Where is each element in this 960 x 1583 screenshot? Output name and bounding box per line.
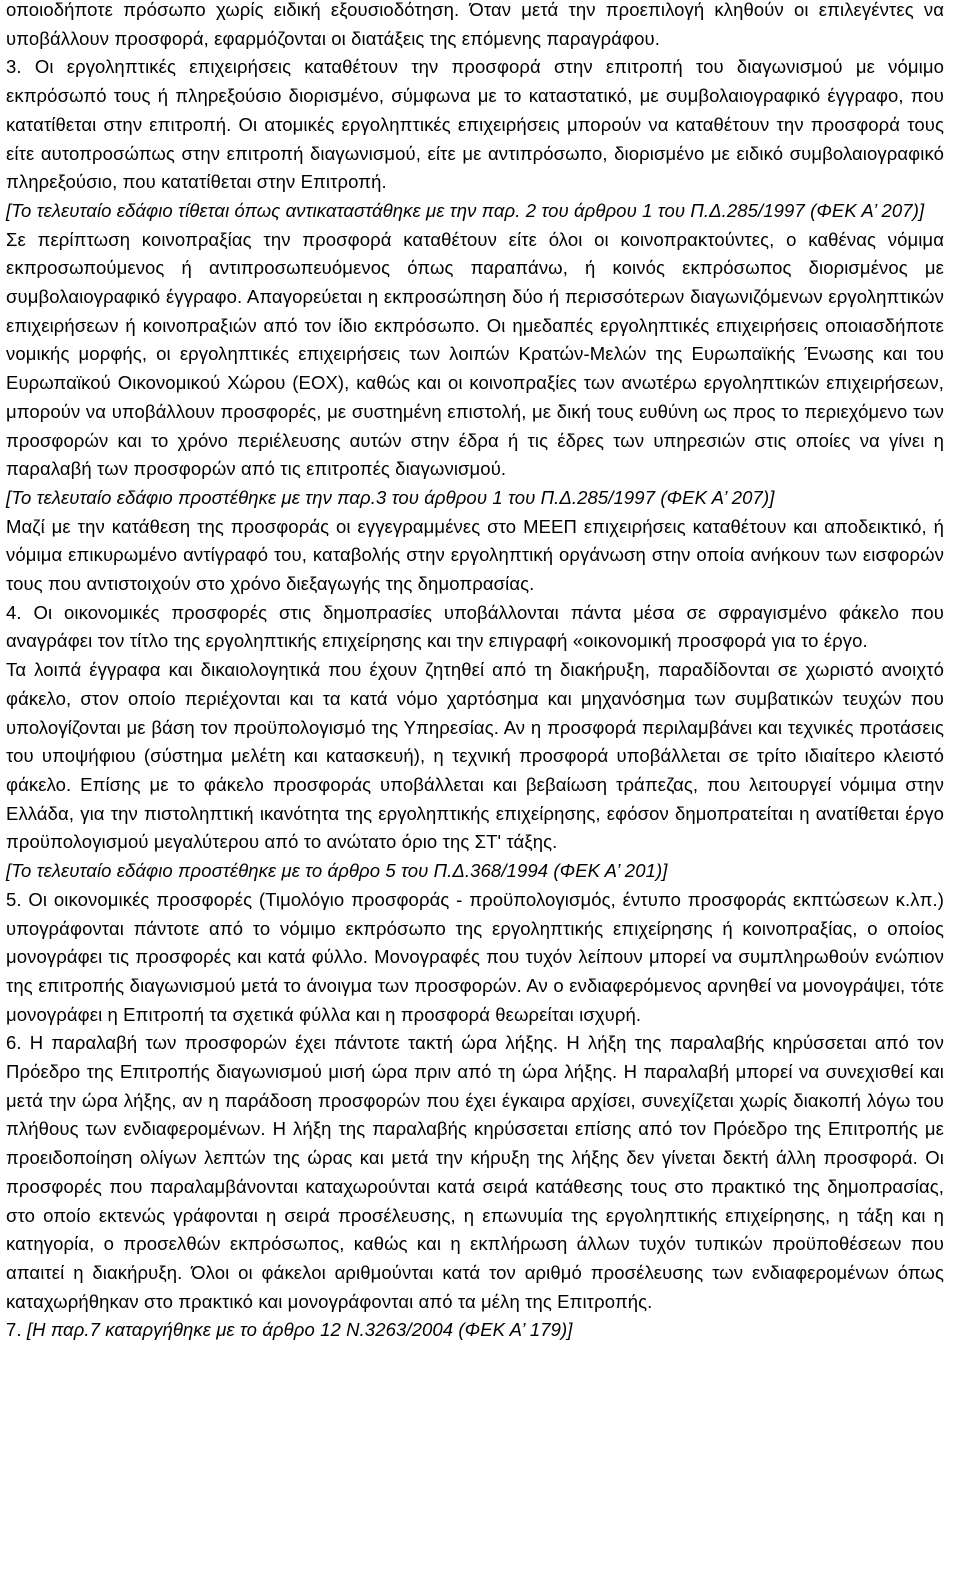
paragraph-continuation: οποιοδήποτε πρόσωπο χωρίς ειδική εξουσιοδότηση. Όταν μετά την προεπιλογή κληθούν οι επιλεγέντες να υποβάλλουν προσφορά, εφαρμόζονται οι διατάξεις της επόμενης παραγράφου.	[6, 0, 944, 49]
paragraph-4: 4. Οι οικονομικές προσφορές στις δημοπρασίες υποβάλλονται πάντα μέσα σε σφραγισμένο φάκελο που αναγράφει τον τίτλο της εργοληπτικής επιχείρησης και την επιγραφή «οικονομική προσφορά για το έργο.	[6, 601, 944, 652]
amendment-note: [Το τελευταίο εδάφιο τίθεται όπως αντικαταστάθηκε με την παρ. 2 του άρθρου 1 του Π.Δ.285/1997 (ΦΕΚ Α’ 207)]	[6, 199, 925, 221]
paragraph-3: 3. Οι εργοληπτικές επιχειρήσεις καταθέτουν την προσφορά στην επιτροπή του διαγωνισμού με νόμιμο εκπρόσωπό τους ή πληρεξούσιο διορισμένο, σύμφωνα με το καταστατικό, με συμβολαιογραφικό έγγραφο, που κατατίθεται στην επιτροπή. Οι ατομικές εργοληπτικές επιχειρήσεις μπορούν να καταθέτουν την προσφορά τους είτε αυτοπροσώπως στην επιτροπή διαγωνισμού, είτε με αντιπρόσωπο, διορισμένο με ειδικό συμβολαιογραφικό πληρεξούσιο, που κατατίθεται στην Επιτροπή.	[6, 56, 944, 193]
paragraph-documents: Τα λοιπά έγγραφα και δικαιολογητικά που έχουν ζητηθεί από τη διακήρυξη, παραδίδονται σε χωριστό ανοιχτό φάκελο, στον οποίο περιέχονται και τα κατά νόμο χαρτόσημα και μηχανόσημα των συμβατικών τευχών που υπολογίζονται με βάση τον προϋπολογισμό της Υπηρεσίας. Αν η προσφορά περιλαμβάνει και τεχνικές προτάσεις του υποψήφιου (σύστημα μελέτη και κατασκευή), η τεχνική προσφορά υποβάλλεται σε τρίτο ιδιαίτερο κλειστό φάκελο. Επίσης με το φάκελο προσφοράς υποβάλλεται και βεβαίωση τράπεζας, που λειτουργεί νόμιμα στην Ελλάδα, για την πιστοληπτική ικανότητα της εργοληπτικής επιχείρησης, εφόσον δημοπρατείται η ανατίθεται έργο προϋπολογισμού μεγαλύτερου από το ανώτατο όριο της ΣΤ' τάξης.	[6, 659, 944, 853]
paragraph-7	[6, 1316, 944, 1345]
amendment-note: [Το τελευταίο εδάφιο προστέθηκε με το άρθρο 5 του Π.Δ.368/1994 (ΦΕΚ Α’ 201)]	[6, 860, 668, 882]
repeal-note: [Η παρ.7 καταργήθηκε με το άρθρο 12 Ν.3263/2004 (ΦΕΚ Α’ 179)]	[26, 1319, 573, 1341]
paragraph-7-number: 7.	[6, 1319, 27, 1341]
paragraph-5: 5. Οι οικονομικές προσφορές (Τιμολόγιο προσφοράς - προϋπολογισμός, έντυπο προσφοράς εκπτώσεων κ.λπ.) υπογράφονται πάντοτε από το νόμιμο εκπρόσωπο της εργοληπτικής επιχείρησης ή κοινοπραξίας, ο οποίος μονογράφει τις προσφορές και κατά φύλλο. Μονογραφές που τυχόν λείπουν μπορεί να συμπληρωθούν ενώπιον της επιτροπής διαγωνισμού μετά το άνοιγμα των προσφορών. Αν ο ενδιαφερόμενος αρνηθεί να μονογράψει, τότε μονογράφει η Επιτροπή τα σχετικά φύλλα και η προσφορά θεωρείται ισχυρή.	[6, 888, 944, 1025]
paragraph-6: 6. Η παραλαβή των προσφορών έχει πάντοτε τακτή ώρα λήξης. Η λήξη της παραλαβής κηρύσσεται από τον Πρόεδρο της Επιτροπής διαγωνισμού μισή ώρα πριν από τη ώρα λήξης. Η παραλαβή μπορεί να συνεχισθεί και μετά την ώρα λήξης, αν η παράδοση προσφορών που έχει έγκαιρα αρχίσει, συνεχίζεται χωρίς διακοπή λόγω του πλήθους των ενδιαφερομένων. Η λήξη της παραλαβής κηρύσσεται επίσης από τον Πρόεδρο της Επιτροπής με προειδοποίηση ολίγων λεπτών της ώρας και μετά την κήρυξη της λήξης δεν γίνεται δεκτή άλλη προσφορά. Οι προσφορές που παραλαμβάνονται καταχωρούνται κατά σειρά κατάθεσης τους στο πρακτικό της δημοπρασίας, στο οποίο εκτενώς γράφονται η σειρά προσέλευσης, η επωνυμία της εργοληπτικής επιχείρησης, η τάξη και η κατηγορία, ο προσελθών εκπρόσωπος, καθώς και η εκπλήρωση άλλων τυχόν τυπικών προϋποθέσεων που απαιτεί η διακήρυξη. Όλοι οι φάκελοι αριθμούνται κατά τον αριθμό προσέλευσης των ενδιαφερομένων όπως καταχωρήθηκαν στο πρακτικό και μονογράφονται από τα μέλη της Επιτροπής.	[6, 1032, 944, 1312]
paragraph-meep: Μαζί με την κατάθεση της προσφοράς οι εγγεγραμμένες στο ΜΕΕΠ επιχειρήσεις καταθέτουν και αποδεικτικό, ή νόμιμα επικυρωμένο αντίγραφό του, καταβολής στην εργοληπτική οργάνωση στην οποία ανήκουν των εισφορών τους που αντιστοιχούν στο χρόνο διεξαγωγής της δημοπρασίας.	[6, 515, 944, 595]
amendment-note: [Το τελευταίο εδάφιο προστέθηκε με την παρ.3 του άρθρου 1 του Π.Δ.285/1997 (ΦΕΚ Α’ 207)]	[6, 486, 775, 508]
paragraph-joint-venture: Σε περίπτωση κοινοπραξίας την προσφορά καταθέτουν είτε όλοι οι κοινοπρακτούντες, ο καθένας νόμιμα εκπροσωπούμενος ή αντιπροσωπευόμενος όπως παραπάνω, ή κοινός εκπρόσωπος διορισμένος με συμβολαιογραφικό έγγραφο. Απαγορεύεται η εκπροσώπηση δύο ή περισσότερων διαγωνιζόμενων εργοληπτικών επιχειρήσεων ή κοινοπραξιών από τον ίδιο εκπρόσωπο. Οι ημεδαπές εργοληπτικές επιχειρήσεις οποιασδήποτε νομικής μορφής, οι εργοληπτικές επιχειρήσεις των λοιπών Κρατών-Μελών της Ευρωπαϊκής Ένωσης και του Ευρωπαϊκού Οικονομικού Χώρου (ΕΟΧ), καθώς και οι κοινοπραξίες των ανωτέρω εργοληπτικών επιχειρήσεων, μπορούν να υποβάλλουν προσφορές, με συστημένη επιστολή, με δική τους ευθύνη ως προς το περιεχόμενο των προσφορών και το χρόνο περιέλευσης αυτών στην έδρα ή τις έδρες των υπηρεσιών στις οποίες να γίνει η παραλαβή των προσφορών από τις επιτροπές διαγωνισμού.	[6, 228, 944, 480]
